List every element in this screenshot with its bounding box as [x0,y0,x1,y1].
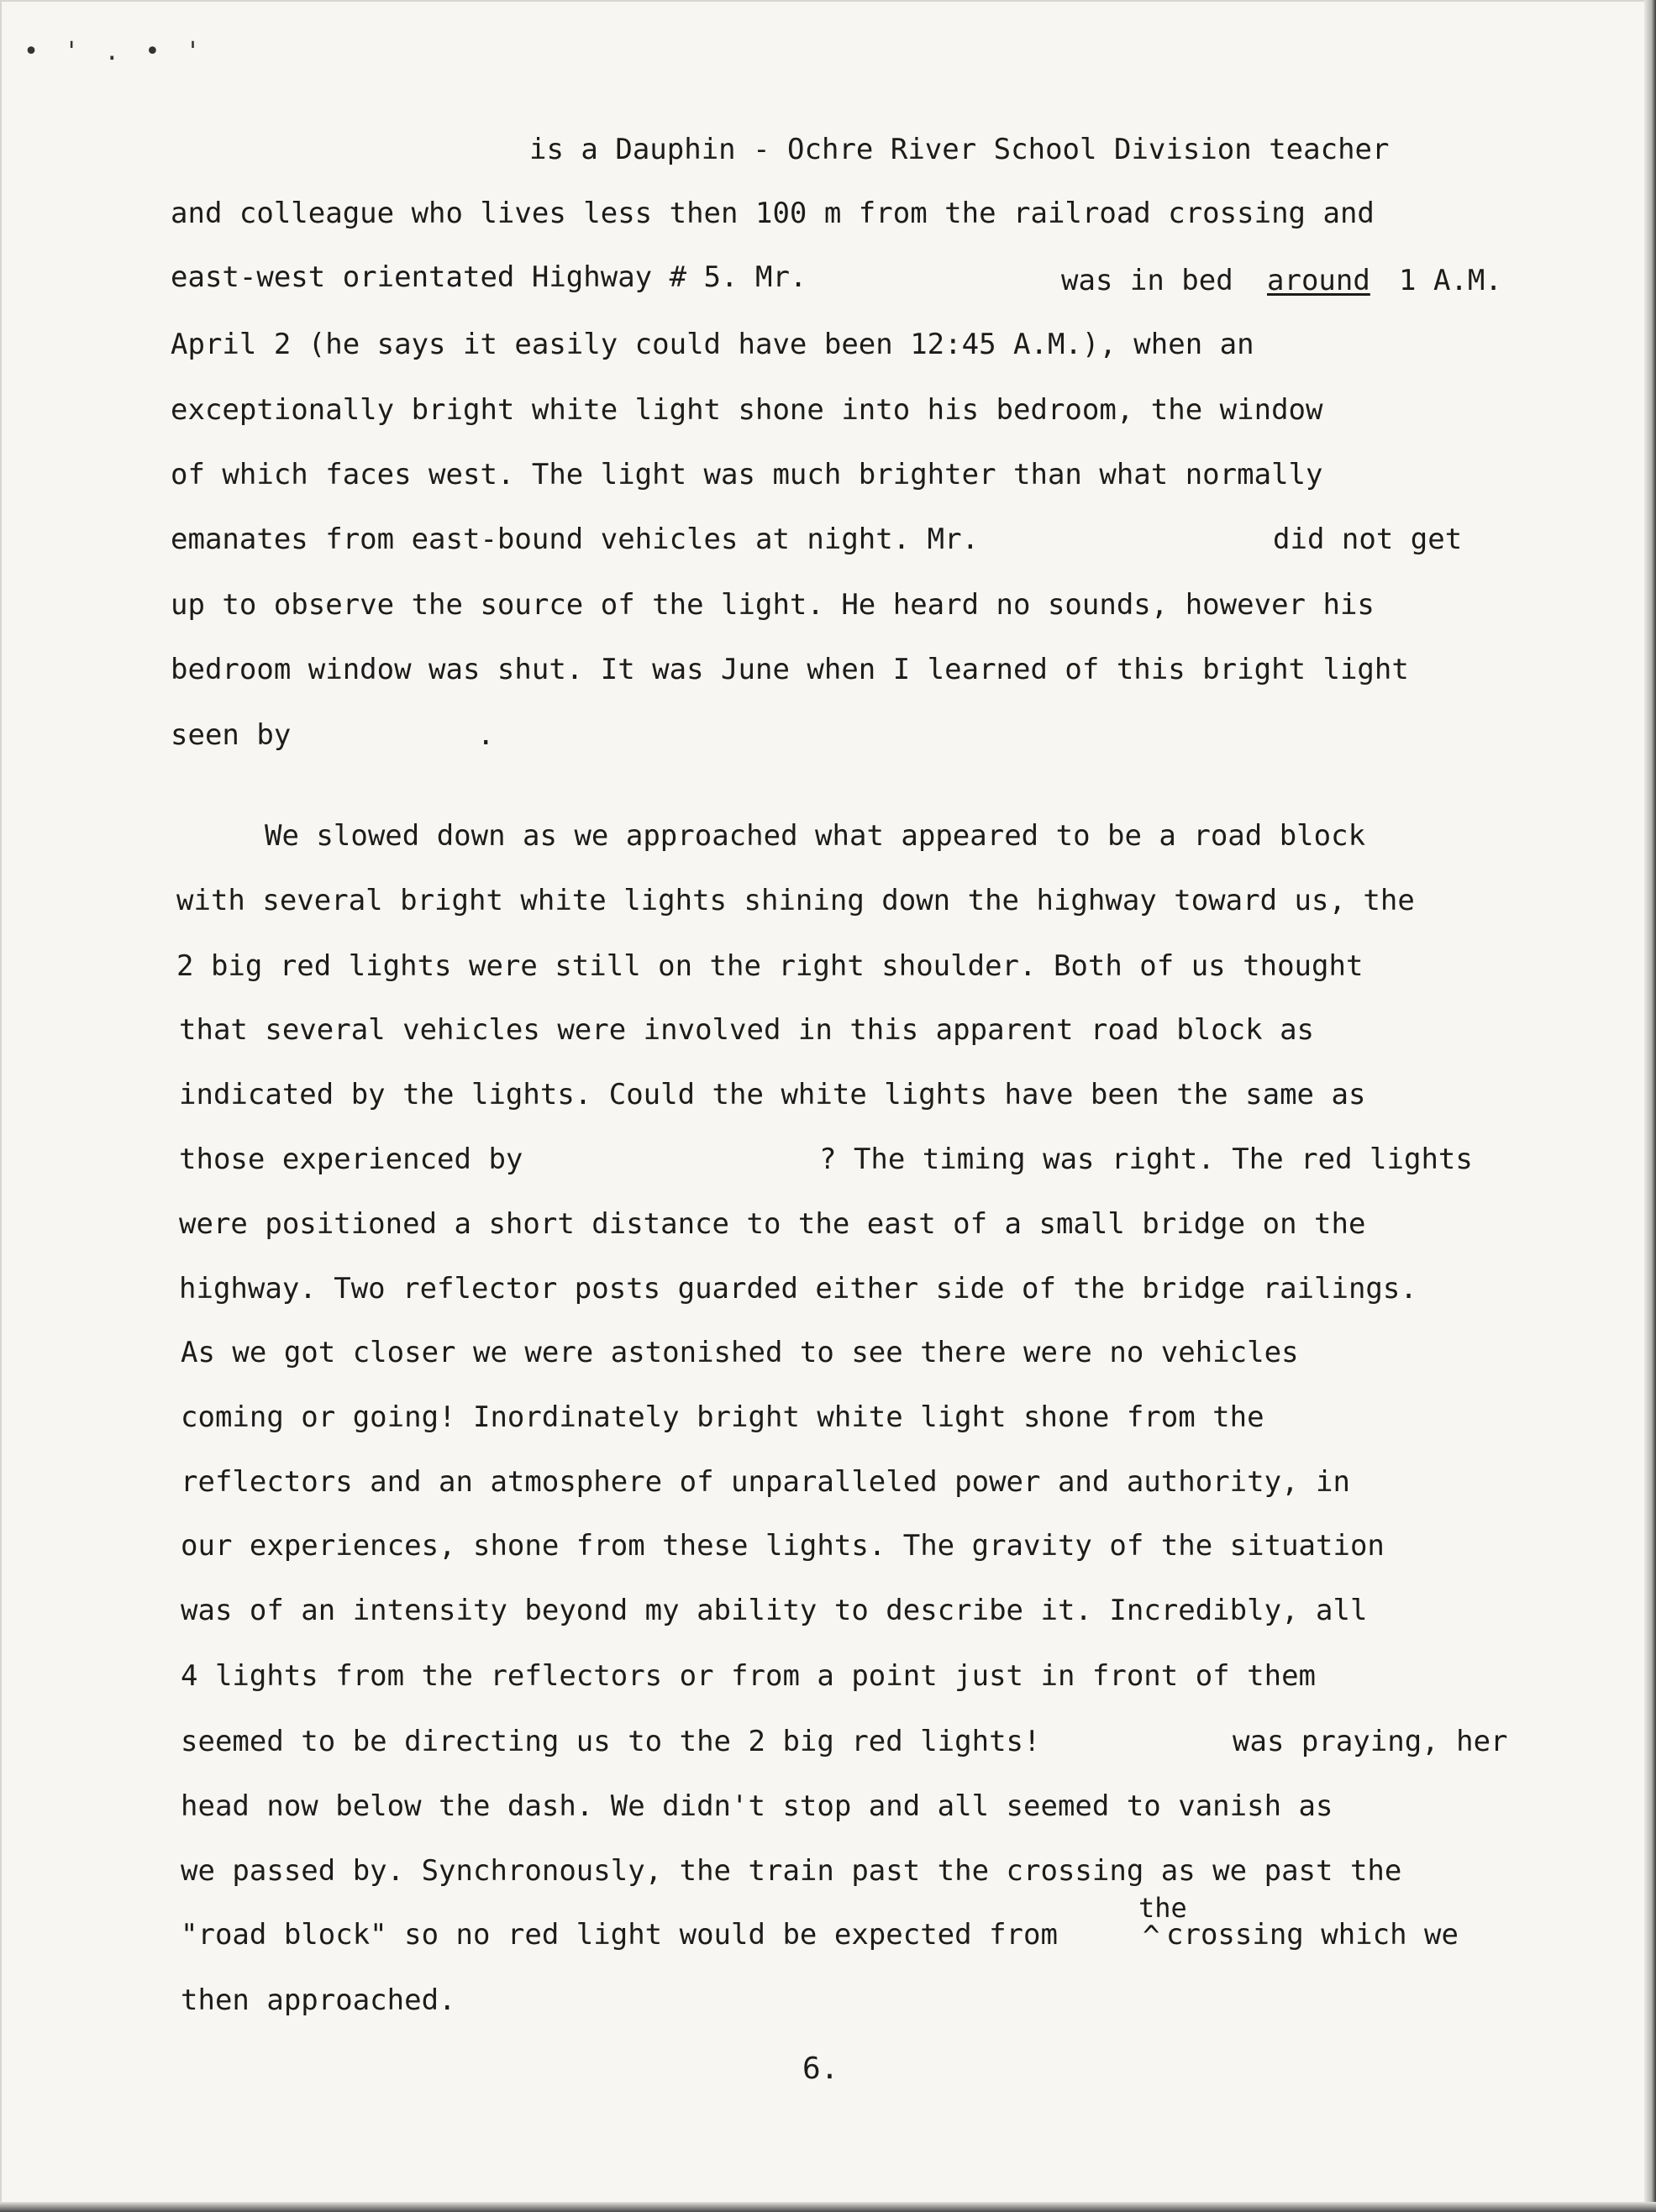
p1-line-7a: emanates from east-bound vehicles at night. Mr. [171,523,980,556]
p1-line-4: April 2 (he says it easily could have been 12:45 A.M.), when an [171,328,1254,361]
p2-line-19: then approached. [181,1983,456,2017]
ink-specks: • ' . • ' [24,37,206,66]
p1-line-7b: did not get [1273,523,1463,556]
p1-line-10a: seen by [171,718,292,752]
p1-line-1: is a Dauphin - Ochre River School Division teacher [529,133,1390,166]
p1-line-9: bedroom window was shut. It was June when I learned of this bright light [171,653,1409,686]
p2-line-10: coming or going! Inordinately bright white light shone from the [181,1400,1264,1434]
p2-line-11: reflectors and an atmosphere of unparalleled power and authority, in [181,1465,1350,1499]
insertion-caret: ^ [1143,1920,1160,1953]
p1-line-10b: . [477,718,495,752]
p2-line-15a: seemed to be directing us to the 2 big red lights! [181,1725,1041,1758]
p2-line-15b: was praying, her [1233,1725,1508,1758]
p1-line-5: exceptionally bright white light shone into his bedroom, the window [171,393,1323,427]
p2-line-2: with several bright white lights shining down the highway toward us, the [176,884,1415,917]
p2-line-6a: those experienced by [179,1143,523,1176]
page-edge-right [1644,0,1656,2212]
p2-line-16: head now below the dash. We didn't stop and all seemed to vanish as [181,1789,1333,1823]
p1-underlined-word: around [1267,264,1370,297]
p1-line-3c: 1 A.M. [1399,264,1502,297]
p1-line-2: and colleague who lives less then 100 m from the railroad crossing and [171,197,1375,230]
page-edge-bottom [0,2202,1656,2212]
p2-line-12: our experiences, shone from these lights. The gravity of the situation [181,1529,1385,1563]
p2-line-1: We slowed down as we approached what appeared to be a road block [265,819,1366,853]
p1-line-3b: was in bed [1061,264,1233,297]
p2-line-3: 2 big red lights were still on the right shoulder. Both of us thought [176,949,1364,983]
p1-line-6: of which faces west. The light was much brighter than what normally [171,458,1323,491]
p2-line-9: As we got closer we were astonished to see there were no vehicles [181,1336,1299,1369]
handwritten-insertion: the [1138,1892,1187,1924]
p1-line-3a: east-west orientated Highway # 5. Mr. [171,260,807,294]
p2-line-4: that several vehicles were involved in this apparent road block as [179,1013,1315,1047]
p1-line-8: up to observe the source of the light. He heard no sounds, however his [171,588,1375,622]
p2-line-5: indicated by the lights. Could the white lights have been the same as [179,1078,1366,1111]
p2-line-13: was of an intensity beyond my ability to describe it. Incredibly, all [181,1594,1368,1627]
p2-line-6b: ? The timing was right. The red lights [819,1143,1473,1176]
page-number: 6. [802,2052,839,2086]
p2-line-18b: crossing which we [1166,1918,1459,1952]
p2-line-14: 4 lights from the reflectors or from a point just in front of them [181,1659,1317,1693]
p2-line-7: were positioned a short distance to the east of a small bridge on the [179,1207,1366,1241]
p2-line-17: we passed by. Synchronously, the train past the crossing as we past the [181,1854,1402,1888]
p2-line-18a: "road block" so no red light would be expected from [181,1918,1058,1952]
p2-line-8: highway. Two reflector posts guarded either side of the bridge railings. [179,1272,1417,1306]
